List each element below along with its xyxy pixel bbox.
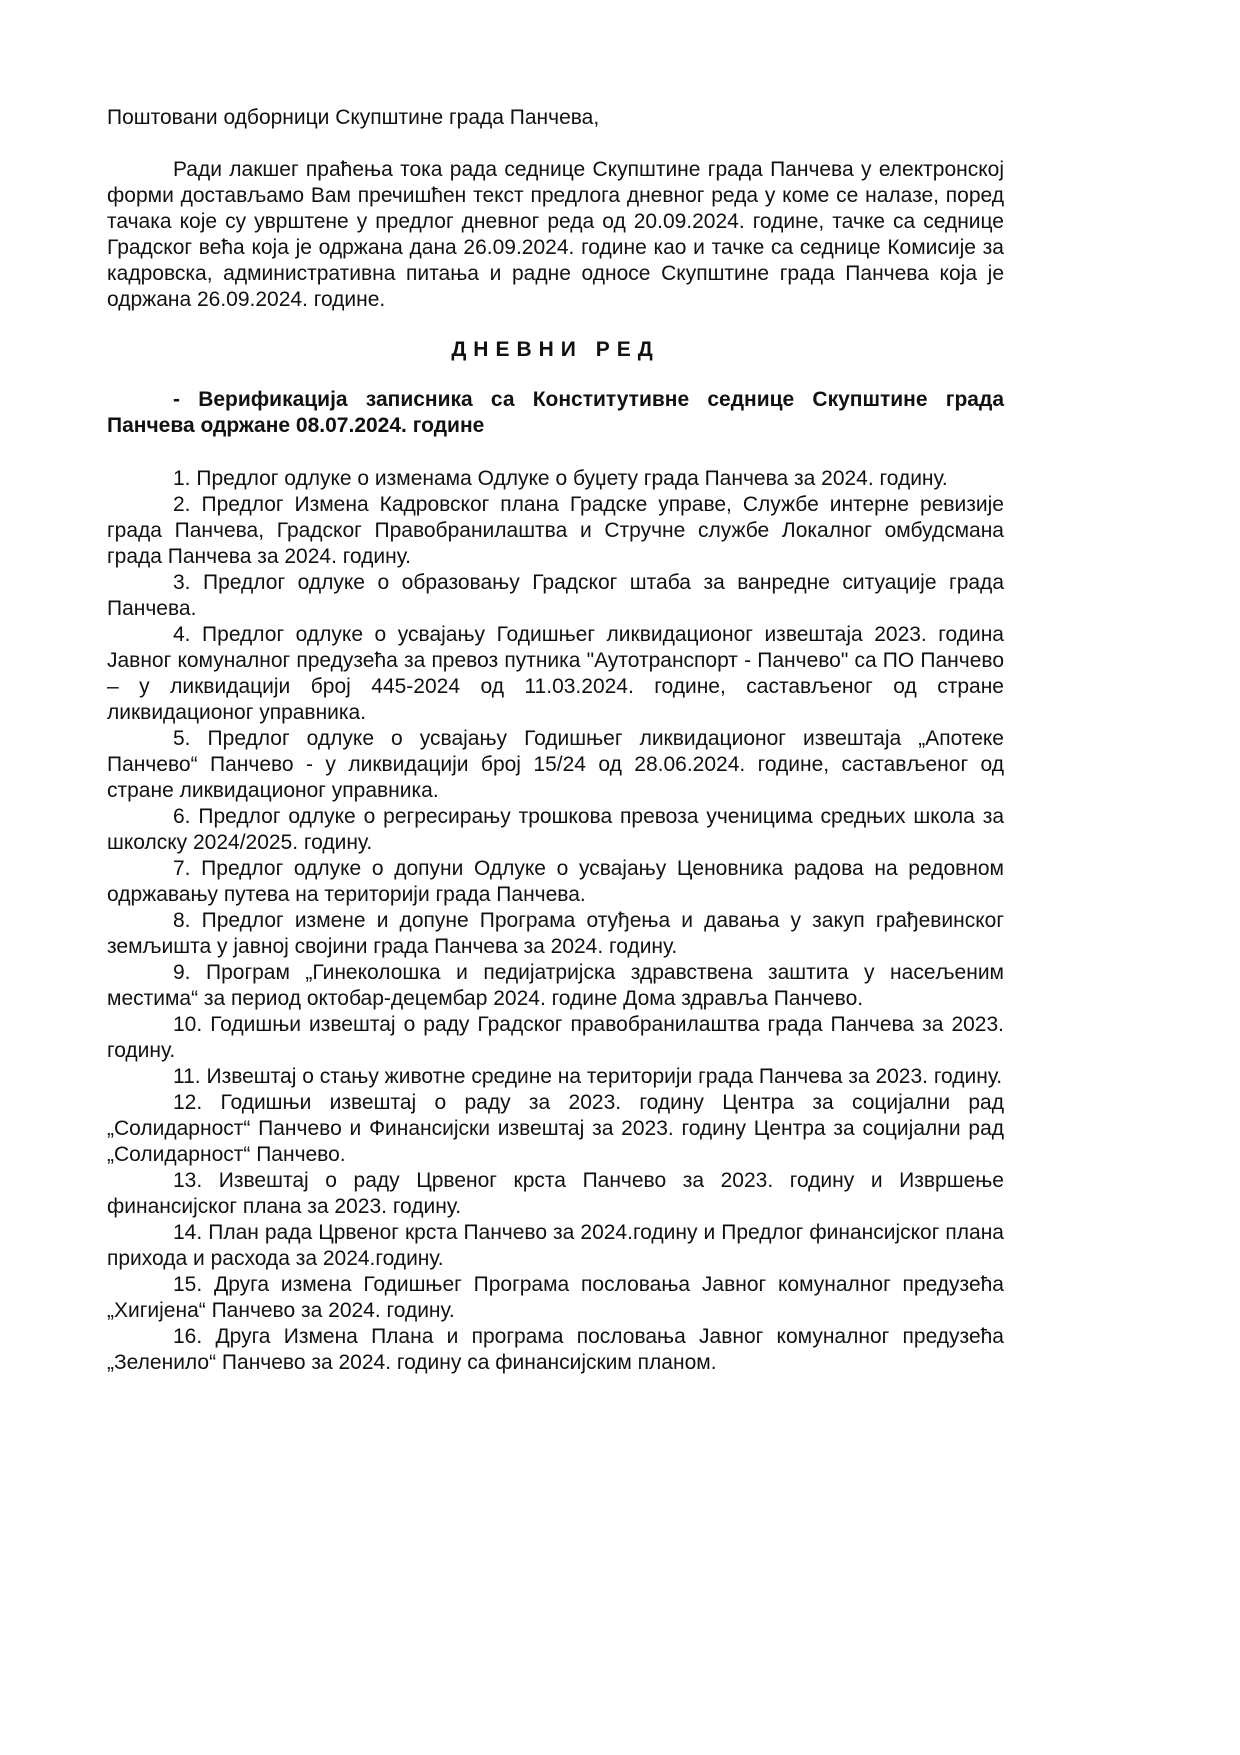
document-page bbox=[107, 105, 1004, 1376]
agenda-item: 4. Предлог одлуке о усвајању Годишњег ликвидационог извештаја 2023. година Јавног комуналног предузећа за превоз путника "Аутотранспорт - Панчево" са ПО Панчево – у ликвидацији број 445-2024 од 11.03.2024. године, састављеног од стране ликвидационог управника. bbox=[107, 623, 1004, 724]
agenda-item: 14. План рада Црвеног крста Панчево за 2024.годину и Предлог финансијског плана прихода и расхода за 2024.годину. bbox=[107, 1221, 1004, 1270]
agenda-item: 12. Годишњи извештај о раду за 2023. годину Центра за социјални рад „Солидарност“ Панчево и Финансијски извештај за 2023. годину Центра за социјални рад „Солидарност“ Панчево. bbox=[107, 1091, 1004, 1166]
agenda-item: 6. Предлог одлуке о регресирању трошкова превоза ученицима средњих школа за школску 2024/2025. годину. bbox=[107, 805, 1004, 854]
agenda-item: 15. Друга измена Годишњег Програма пословања Јавног комуналног предузећа „Хигијена“ Панчево за 2024. годину. bbox=[107, 1273, 1004, 1322]
intro-paragraph: Ради лакшег праћења тока рада седнице Скупштине града Панчева у електронској форми достављамо Вам пречишћен текст предлога дневног реда у коме се налазе, поред тачака које су уврштене у предлог дневног реда од 20.09.2024. године, тачке са седнице Градског већа која је одржана дана 26.09.2024. године као и тачке са седнице Комисије за кадровска, административна питања и радне односе Скупштине града Панчева која је одржана 26.09.2024. године. bbox=[107, 158, 1004, 311]
agenda-item: 2. Предлог Измена Кадровског плана Градске управе, Службе интерне ревизије града Панчева, Градског Правобранилаштва и Стручне службе Локалног омбудсмана града Панчева за 2024. годину. bbox=[107, 493, 1004, 568]
agenda-item: 10. Годишњи извештај о раду Градског правобранилаштва града Панчева за 2023. годину. bbox=[107, 1013, 1004, 1062]
agenda-item: 3. Предлог одлуке о образовању Градског штаба за ванредне ситуације града Панчева. bbox=[107, 571, 1004, 620]
agenda-item: 7. Предлог одлуке о допуни Одлуке о усвајању Ценовника радова на редовном одржавању путева на територији града Панчева. bbox=[107, 857, 1004, 906]
agenda-item: 5. Предлог одлуке о усвајању Годишњег ликвидационог извештаја „Апотеке Панчево“ Панчево - у ликвидацији број 15/24 од 28.06.2024. године, састављеног од стране ликвидационог управника. bbox=[107, 727, 1004, 802]
agenda-item: 8. Предлог измене и допуне Програма отуђења и давања у закуп грађевинског земљишта у јавној својини града Панчева за 2024. годину. bbox=[107, 909, 1004, 958]
agenda-item: 1. Предлог одлуке о изменама Одлуке о буџету града Панчева за 2024. годину. bbox=[173, 467, 948, 490]
verification-item: - Верификација записника са Конститутивне седнице Скупштине града Панчева одржане 08.07.2024. године bbox=[107, 388, 1004, 437]
agenda-item: 16. Друга Измена Плана и програма пословања Јавног комуналног предузећа „Зеленило“ Панчево за 2024. годину са финансијским планом. bbox=[107, 1325, 1004, 1374]
agenda-list bbox=[107, 466, 1004, 1376]
agenda-item: 11. Извештај о стању животне средине на територији града Панчева за 2023. годину. bbox=[173, 1065, 1003, 1088]
agenda-item: 13. Извештај о раду Црвеног крста Панчево за 2023. годину и Извршење финансијског плана за 2023. годину. bbox=[107, 1169, 1004, 1218]
greeting: Поштовани одборници Скупштине града Панчева, bbox=[107, 106, 600, 129]
agenda-item: 9. Програм „Гинеколошка и педијатријска здравствена заштита у насељеним местима“ за период октобар-децембар 2024. године Дома здравља Панчево. bbox=[107, 961, 1004, 1010]
agenda-heading: ДНЕВНИ РЕД bbox=[451, 338, 660, 361]
